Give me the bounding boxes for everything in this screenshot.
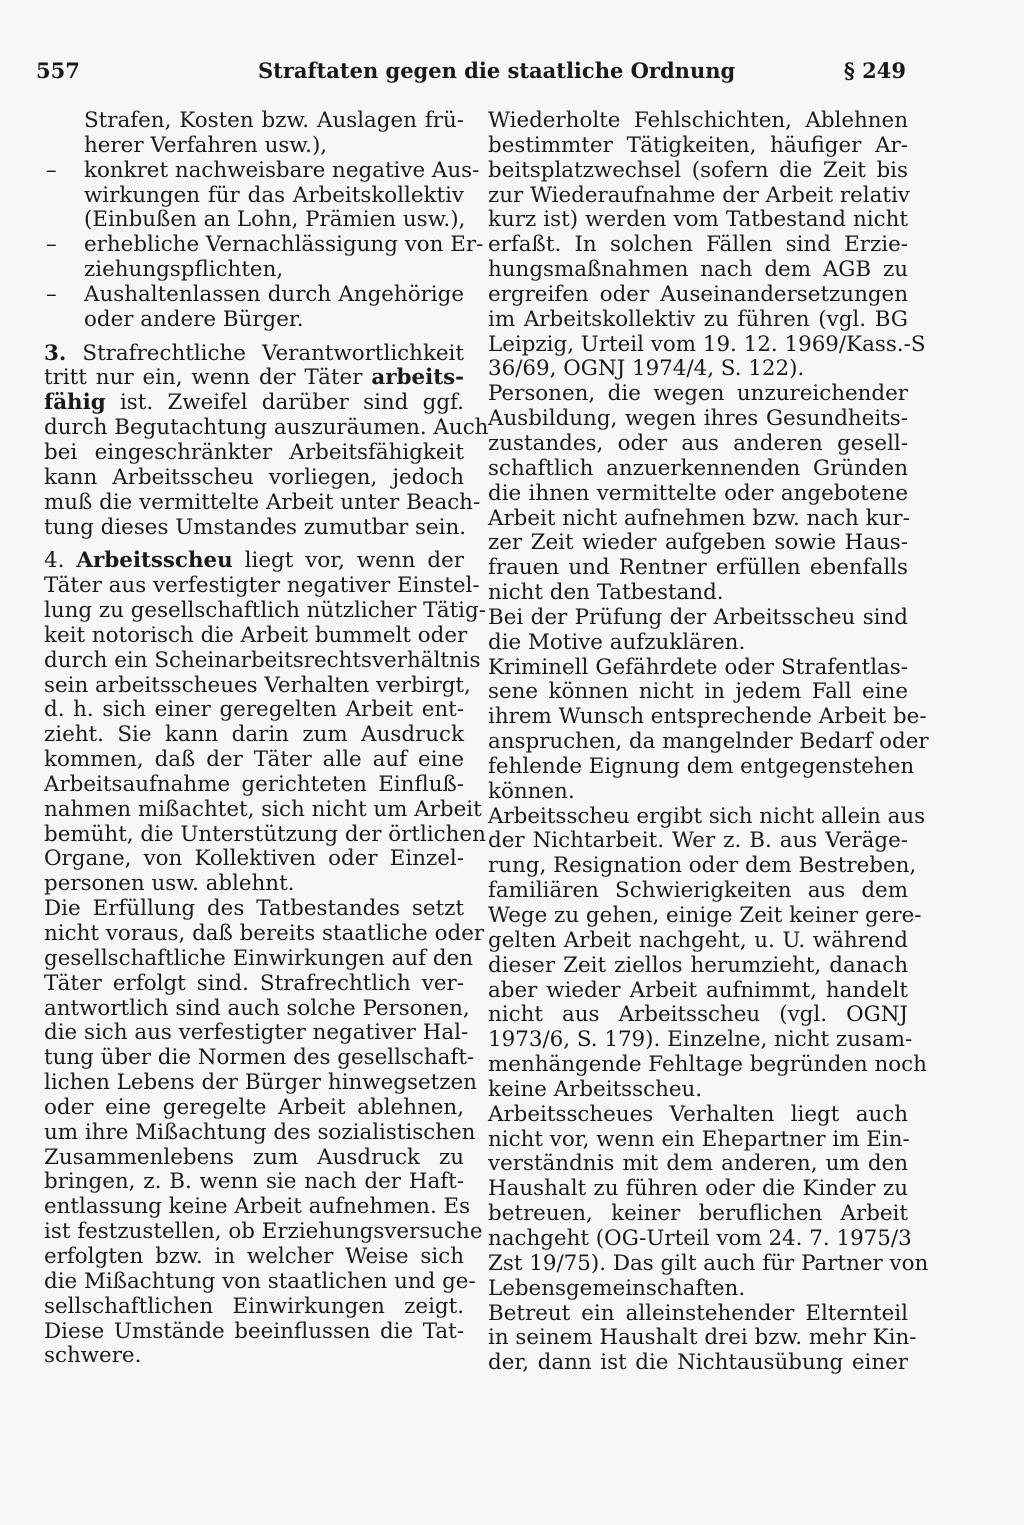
- text-line: menhängende Fehltage begründen noch: [488, 1052, 927, 1078]
- text-line: anspruchen, da mangelnder Bedarf oder: [488, 729, 929, 755]
- text-line: zur Wiederaufnahme der Arbeit relativ: [488, 182, 910, 208]
- text-line: Die Erfüllung des Tatbestandes setzt: [44, 896, 464, 922]
- text-line: tritt nur ein, wenn der Täter arbeits-: [44, 365, 464, 391]
- text-line: bestimmter Tätigkeiten, häufiger Ar-: [488, 132, 908, 158]
- text-line: Wege zu gehen, einige Zeit keiner gere-: [488, 903, 922, 928]
- text-line: schwere.: [44, 1343, 142, 1369]
- text-line: lichen Lebens der Bürger hinwegsetzen: [44, 1070, 477, 1096]
- text-line: Arbeitsaufnahme gerichteten Einfluß-: [44, 771, 464, 797]
- text-line: Wiederholte Fehlschichten, Ablehnen: [488, 108, 908, 133]
- text-line: nahmen mißachtet, sich nicht um Arbeit: [44, 796, 482, 822]
- text-line: die ihnen vermittelte oder angebotene: [488, 480, 908, 506]
- text-line: – konkret nachweisbare negative Aus-: [46, 157, 480, 183]
- text-line: Strafen, Kosten bzw. Auslagen frü-: [84, 108, 464, 133]
- text-line: erfolgten bzw. in welcher Weise sich: [44, 1243, 464, 1269]
- text-line: (Einbußen an Lohn, Prämien usw.),: [84, 207, 466, 233]
- text-line: kommen, daß der Täter alle auf eine: [44, 747, 464, 773]
- text-line: um ihre Mißachtung des sozialistischen: [44, 1119, 476, 1145]
- text-line: gesellschaftliche Einwirkungen auf den: [44, 945, 473, 971]
- text-line: entlassung keine Arbeit aufnehmen. Es: [44, 1194, 471, 1220]
- text-line: nicht aus Arbeitsscheu (vgl. OGNJ: [488, 1002, 908, 1028]
- text-line: dieser Zeit ziellos herumzieht, danach: [488, 952, 908, 978]
- text-line: – Aushaltenlassen durch Angehörige: [46, 281, 464, 307]
- text-line: – erhebliche Vernachlässigung von Er-: [46, 232, 484, 258]
- bold-term: Arbeitsscheu: [76, 548, 233, 574]
- text-line: oder eine geregelte Arbeit ablehnen,: [44, 1094, 464, 1120]
- text-line: ziehungspflichten,: [84, 257, 284, 283]
- text-line: Arbeitsscheu ergibt sich nicht allein aus: [488, 803, 926, 829]
- text-line: zer Zeit wieder aufgeben sowie Haus-: [488, 530, 908, 556]
- text-line: rung, Resignation oder dem Bestreben,: [488, 853, 917, 879]
- text-line: frauen und Rentner erfüllen ebenfalls: [488, 555, 908, 581]
- text-line: gelten Arbeit nachgeht, u. U. während: [488, 927, 908, 953]
- page-number: 557: [36, 58, 80, 83]
- right-column: [488, 108, 929, 1376]
- text-line: kurz ist) werden vom Tatbestand nicht: [488, 207, 908, 233]
- list-dash: –: [46, 157, 57, 183]
- text-line: Leipzig, Urteil vom 19. 12. 1969/Kass.-S: [488, 331, 926, 357]
- text-line: bringen, z. B. wenn sie nach der Haft-: [44, 1169, 464, 1195]
- text-line: lung zu gesellschaftlich nützlicher Tätig-: [44, 598, 486, 624]
- page-header: [36, 58, 906, 90]
- text-line: nicht vor, wenn ein Ehepartner im Ein-: [488, 1126, 910, 1152]
- text-line: ist festzustellen, ob Erziehungsversuche: [44, 1219, 483, 1245]
- text-line: Täter erfolgt sind. Strafrechtlich ver-: [44, 970, 464, 996]
- text-line: zieht. Sie kann darin zum Ausdruck: [44, 722, 464, 748]
- text-line: Lebensgemeinschaften.: [488, 1275, 746, 1301]
- text-line: Arbeitsscheues Verhalten liegt auch: [488, 1101, 908, 1127]
- text-line: sein arbeitsscheues Verhalten verbirgt,: [44, 672, 471, 698]
- text-line: nicht voraus, daß bereits staatliche oder: [44, 921, 485, 946]
- text-line: Organe, von Kollektiven oder Einzel-: [44, 846, 464, 872]
- text-line: personen usw. ablehnt.: [44, 871, 295, 897]
- text-line: keine Arbeitsscheu.: [488, 1076, 703, 1102]
- text-line: Arbeit nicht aufnehmen bzw. nach kur-: [488, 505, 910, 531]
- running-title: Straftaten gegen die staatliche Ordnung: [258, 58, 736, 83]
- bold-term: arbeits-: [371, 365, 464, 391]
- text-line: die Mißachtung von staatlichen und ge-: [44, 1268, 476, 1294]
- text-line: bei eingeschränkter Arbeitsfähigkeit: [44, 439, 464, 465]
- section-number: § 249: [843, 58, 906, 83]
- text-line: Personen, die wegen unzureichender: [488, 381, 908, 407]
- text-line: 1973/6, S. 179). Einzelne, nicht zusam-: [488, 1027, 913, 1053]
- text-line: nachgeht (OG-Urteil vom 24. 7. 1975/3: [488, 1225, 912, 1251]
- text-line: kann Arbeitsscheu vorliegen, jedoch: [44, 464, 464, 490]
- left-column: [44, 108, 489, 1369]
- text-line: tung über die Normen des gesellschaft-: [44, 1045, 475, 1071]
- list-dash: –: [46, 232, 57, 258]
- text-line: herer Verfahren usw.),: [84, 132, 328, 158]
- text-line: fähig ist. Zweifel darüber sind ggf.: [44, 390, 464, 416]
- text-line: Ausbildung, wegen ihres Gesundheits-: [488, 406, 908, 432]
- text-line: der Nichtarbeit. Wer z. B. aus Veräge-: [488, 828, 908, 854]
- text-line: sene können nicht in jedem Fall eine: [488, 679, 908, 705]
- text-line: tung dieses Umstandes zumutbar sein.: [44, 514, 467, 540]
- text-line: Bei der Prüfung der Arbeitsscheu sind: [488, 604, 908, 630]
- text-line: 4. Arbeitsscheu liegt vor, wenn der: [44, 548, 464, 574]
- text-line: im Arbeitskollektiv zu führen (vgl. BG: [488, 306, 908, 332]
- text-line: wirkungen für das Arbeitskollektiv: [84, 182, 464, 208]
- text-line: durch ein Scheinarbeitsrechtsverhältnis: [44, 647, 481, 673]
- text-line: erfaßt. In solchen Fällen sind Erzie-: [488, 232, 908, 258]
- text-line: die Motive aufzuklären.: [488, 629, 746, 655]
- text-line: betreuen, keiner beruflichen Arbeit: [488, 1201, 908, 1227]
- text-line: die sich aus verfestigter negativer Hal-: [44, 1020, 469, 1046]
- text-line: Diese Umstände beeinflussen die Tat-: [44, 1318, 464, 1344]
- text-line: Haushalt zu führen oder die Kinder zu: [488, 1176, 908, 1202]
- text-line: fehlende Eignung dem entgegenstehen: [488, 753, 915, 779]
- text-line: ergreifen oder Auseinandersetzungen: [488, 281, 908, 307]
- text-line: muß die vermittelte Arbeit unter Beach-: [44, 489, 481, 515]
- text-line: verständnis mit dem anderen, um den: [488, 1151, 908, 1177]
- text-line: schaftlich anzuerkennenden Gründen: [488, 455, 908, 481]
- text-line: keit notorisch die Arbeit bummelt oder: [44, 622, 468, 648]
- text-line: Zst 19/75). Das gilt auch für Partner von: [488, 1250, 929, 1276]
- paragraph-number: 3.: [44, 340, 67, 366]
- text-line: zustandes, oder aus anderen gesell-: [488, 430, 908, 456]
- text-line: können.: [488, 778, 575, 804]
- text-line: Täter aus verfestigter negativer Einstel-: [44, 573, 480, 599]
- text-line: sellschaftlichen Einwirkungen zeigt.: [44, 1293, 464, 1319]
- text-line: nicht den Tatbestand.: [488, 580, 724, 606]
- text-line: Zusammenlebens zum Ausdruck zu: [44, 1144, 464, 1170]
- text-line: familiären Schwierigkeiten aus dem: [488, 878, 908, 904]
- text-line: 36/69, OGNJ 1974/4, S. 122).: [488, 356, 805, 382]
- text-line: hungsmaßnahmen nach dem AGB zu: [488, 257, 908, 283]
- text-line: d. h. sich einer geregelten Arbeit ent-: [44, 697, 464, 723]
- text-line: beitsplatzwechsel (sofern die Zeit bis: [488, 157, 908, 183]
- text-line: durch Begutachtung auszuräumen. Auch: [44, 415, 489, 441]
- text-line: antwortlich sind auch solche Personen,: [44, 995, 470, 1021]
- list-dash: –: [46, 281, 57, 307]
- text-line: oder andere Bürger.: [84, 306, 304, 332]
- text-line: ihrem Wunsch entsprechende Arbeit be-: [488, 704, 927, 730]
- text-line: aber wieder Arbeit aufnimmt, handelt: [488, 977, 908, 1003]
- text-line: Betreut ein alleinstehender Elternteil: [488, 1300, 908, 1326]
- text-line: in seinem Haushalt drei bzw. mehr Kin-: [488, 1325, 917, 1351]
- text-line: Kriminell Gefährdete oder Strafentlas-: [488, 654, 908, 680]
- text-line: der, dann ist die Nichtausübung einer: [488, 1350, 908, 1376]
- text-line: 3. Strafrechtliche Verantwortlichkeit: [44, 340, 464, 366]
- text-line: bemüht, die Unterstützung der örtlichen: [44, 821, 486, 847]
- bold-term: fähig: [44, 390, 106, 416]
